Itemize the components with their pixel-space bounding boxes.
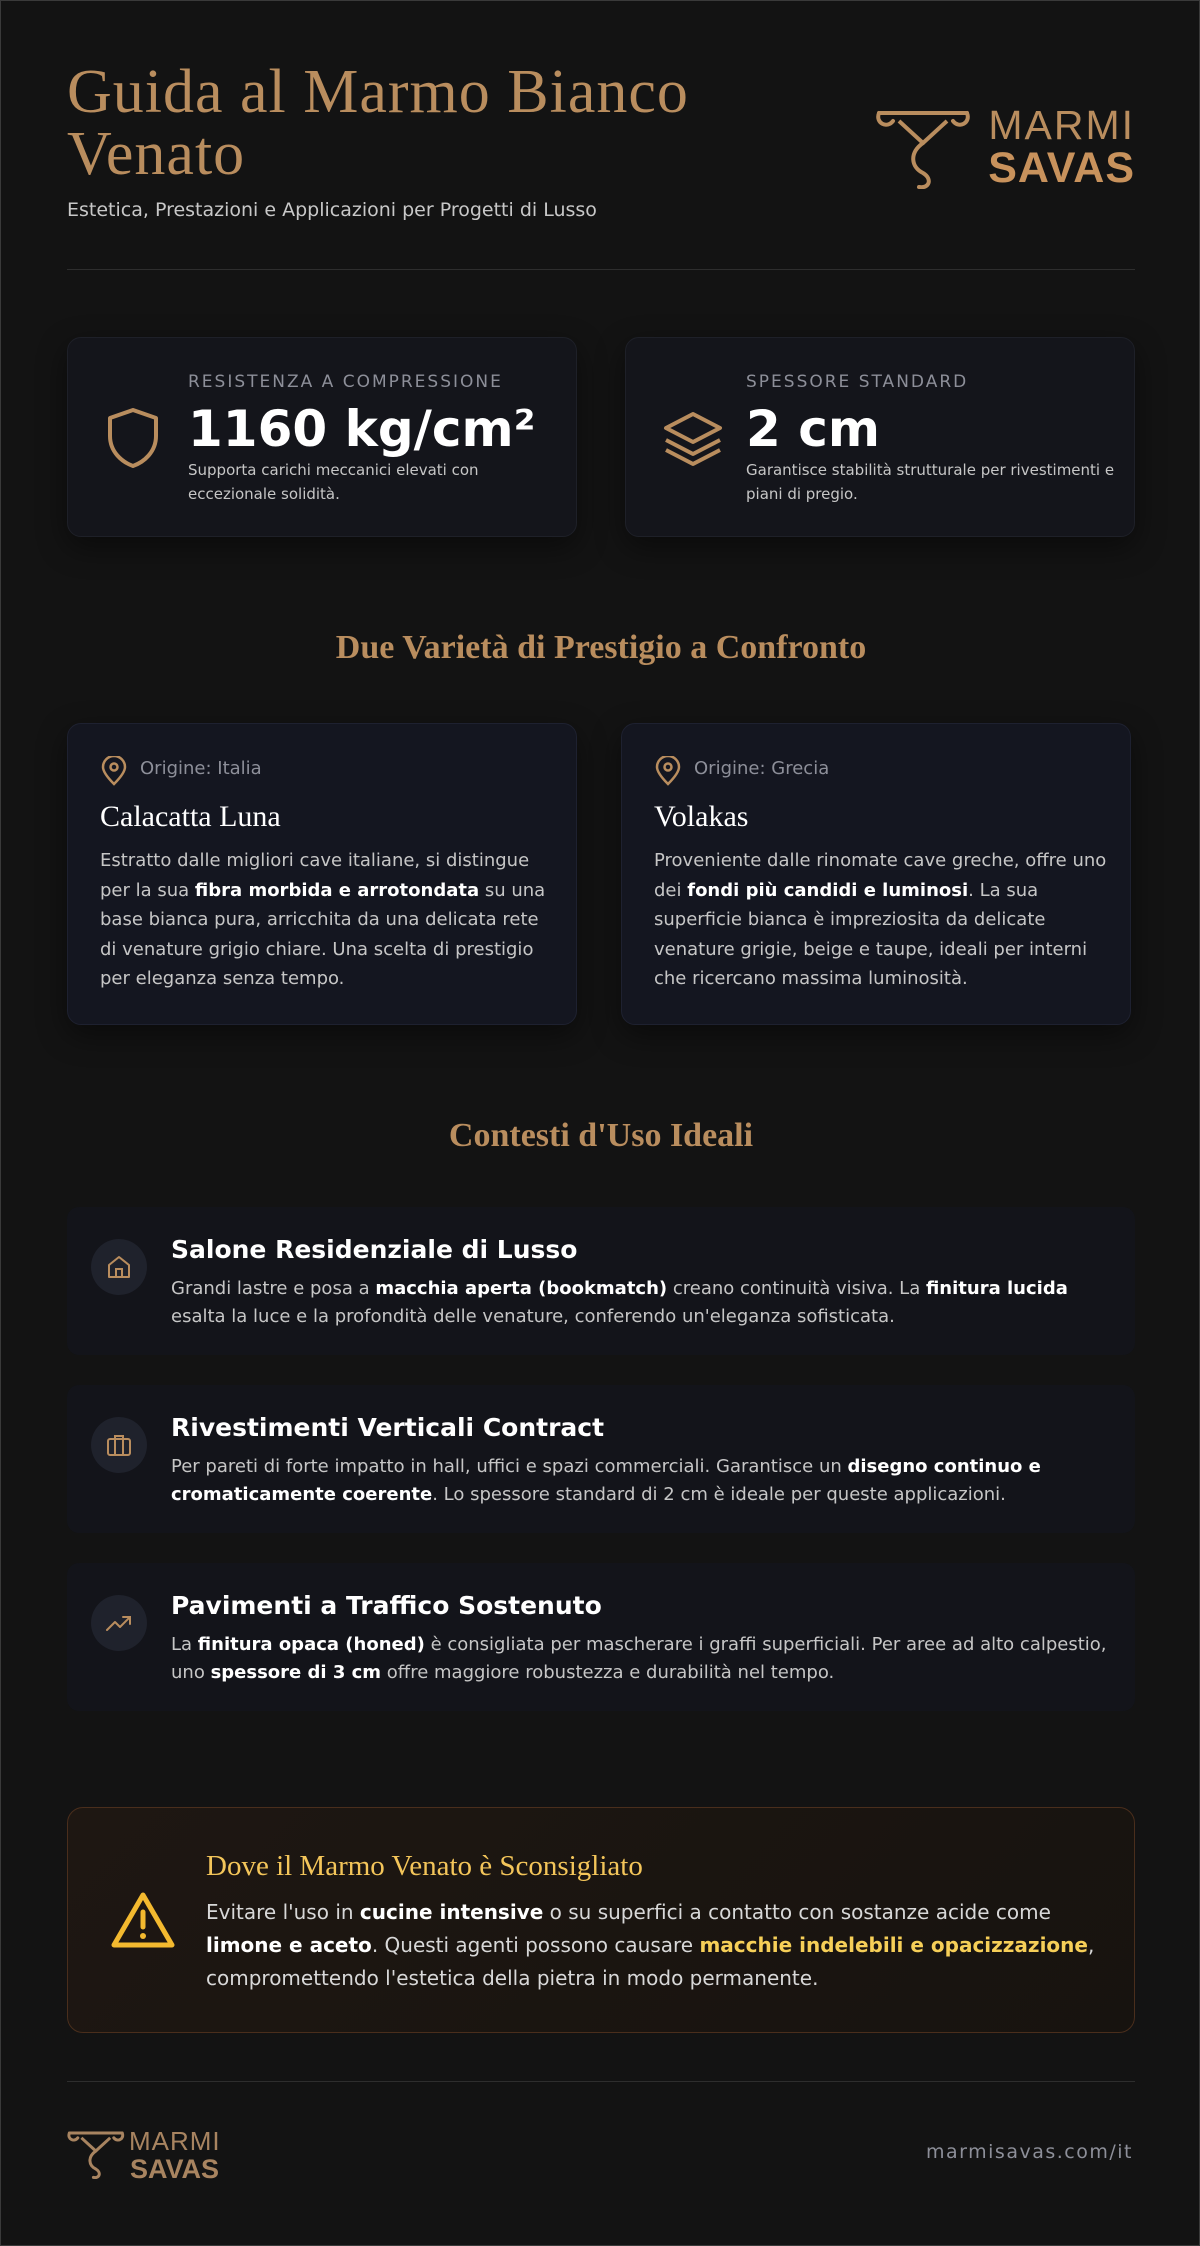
use-icon-wrap <box>91 1239 147 1295</box>
text-part: . La sua superficie bianca è impreziosita da delicate venature grigie, beige e taupe, ideali per interni che ricercano massima luminosità. <box>654 879 1088 989</box>
use-icon-wrap <box>91 1595 147 1651</box>
use-card-contract <box>67 1385 1135 1533</box>
stat-description: Supporta carichi meccanici elevati con eccezionale solidità. <box>188 461 479 503</box>
warning-box <box>67 1807 1135 2033</box>
logo-text-marmi: MARMI <box>988 102 1135 148</box>
home-icon <box>105 1253 133 1281</box>
stat-value: 2 cm <box>746 400 880 458</box>
use-description <box>171 1453 1121 1509</box>
stat-label: RESISTENZA A COMPRESSIONE <box>188 372 503 392</box>
trending-up-icon <box>104 1609 134 1637</box>
text-part: Grandi lastre e posa a <box>171 1278 376 1299</box>
text-part: esalta la luce e la profondità delle venature, conferendo un'eleganza sofisticata. <box>171 1306 895 1327</box>
text-part: Estratto dalle migliori cave italiane, si distingue per la sua <box>100 850 530 901</box>
variety-description <box>100 846 560 994</box>
uses-section-title: Contesti d'Uso Ideali <box>448 1117 754 1154</box>
text-part: , compromettendo l'estetica della pietra in modo permanente. <box>206 1933 1095 1990</box>
warning-highlight: macchie indelebili e opacizzazione <box>699 1933 1088 1957</box>
use-title: Salone Residenziale di Lusso <box>171 1235 578 1264</box>
warning-description <box>206 1896 1106 1995</box>
text-highlight: disegno continuo e cromaticamente coerente <box>171 1456 1041 1505</box>
text-highlight: finitura opaca (honed) <box>197 1634 425 1655</box>
text-part: creano continuità visiva. La <box>667 1278 926 1299</box>
text-part: La <box>171 1634 198 1655</box>
location-pin-icon <box>654 756 682 786</box>
shield-icon <box>104 406 162 470</box>
varieties-section-title: Due Varietà di Prestigio a Confronto <box>335 629 867 666</box>
text-highlight: spessore di 3 cm <box>210 1662 382 1683</box>
variety-name: Calacatta Luna <box>100 800 281 833</box>
footer-logo-savas: SAVAS <box>130 2154 220 2184</box>
text-part: Per pareti di forte impatto in hall, uffici e spazi commerciali. Garantisce un <box>171 1456 848 1477</box>
briefcase-icon <box>105 1431 133 1459</box>
header <box>67 58 1135 221</box>
text-highlight: finitura lucida <box>925 1278 1068 1299</box>
layers-icon <box>662 406 724 470</box>
text-highlight: macchia aperta (bookmatch) <box>375 1278 668 1299</box>
text-part: su una base bianca pura, arricchita da una delicata rete di venature grigio chiare. Una scelta di prestigio per eleganza senza tempo. <box>100 879 546 989</box>
text-part: . Questi agenti possono causare <box>371 1933 700 1957</box>
use-card-flooring <box>67 1563 1135 1711</box>
column-logo-icon <box>67 2127 127 2181</box>
footer-logo-marmi: MARMI <box>129 2126 221 2156</box>
variety-origin: Origine: Grecia <box>694 758 830 779</box>
use-description <box>171 1631 1121 1687</box>
text-part: . Lo spessore standard di 2 cm è ideale per queste applicazioni. <box>432 1484 1006 1505</box>
text-part: è consigliata per mascherare i graffi superficiali. Per aree ad alto calpestio, uno <box>171 1634 1107 1683</box>
stat-card-compression <box>67 337 577 537</box>
warning-triangle-icon <box>110 1890 176 1950</box>
text-part: Proveniente dalle rinomate cave greche, offre uno dei <box>654 850 1107 901</box>
text-highlight: limone e aceto <box>206 1933 372 1957</box>
text-part: Evitare l'uso in <box>206 1900 360 1924</box>
variety-card-volakas <box>621 723 1131 1025</box>
use-title: Rivestimenti Verticali Contract <box>171 1413 605 1442</box>
use-card-residential <box>67 1207 1135 1355</box>
footer-logo[interactable] <box>67 2127 247 2183</box>
stat-description: Garantisce stabilità strutturale per rivestimenti e piani di pregio. <box>746 461 1115 503</box>
header-divider <box>67 269 1135 270</box>
text-highlight: fibra morbida e arrotondata <box>194 879 480 901</box>
page-title: Guida al Marmo Bianco Venato <box>67 58 689 188</box>
page-subtitle: Estetica, Prestazioni e Applicazioni per Progetti di Lusso <box>67 199 597 221</box>
logo-text-savas: SAVAS <box>988 144 1135 192</box>
warning-title: Dove il Marmo Venato è Sconsigliato <box>206 1850 643 1882</box>
stat-card-thickness <box>625 337 1135 537</box>
use-icon-wrap <box>91 1417 147 1473</box>
variety-description <box>654 846 1114 994</box>
text-highlight: fondi più candidi e luminosi <box>687 879 969 901</box>
brand-logo[interactable] <box>875 102 1135 192</box>
variety-origin: Origine: Italia <box>140 758 262 779</box>
use-title: Pavimenti a Traffico Sostenuto <box>171 1591 602 1620</box>
text-highlight: cucine intensive <box>359 1900 544 1924</box>
location-pin-icon <box>100 756 128 786</box>
variety-name: Volakas <box>654 800 749 833</box>
use-description <box>171 1275 1121 1331</box>
text-part: o su superfici a contatto con sostanze acide come <box>543 1900 1051 1924</box>
variety-card-calacatta <box>67 723 577 1025</box>
text-part: offre maggiore robustezza e durabilità nel tempo. <box>381 1662 835 1683</box>
footer-url-link[interactable]: marmisavas.com/it <box>926 2141 1133 2163</box>
stat-value: 1160 kg/cm² <box>188 400 536 458</box>
column-logo-icon <box>875 107 975 189</box>
footer-divider <box>67 2081 1135 2082</box>
stat-label: SPESSORE STANDARD <box>746 372 969 392</box>
